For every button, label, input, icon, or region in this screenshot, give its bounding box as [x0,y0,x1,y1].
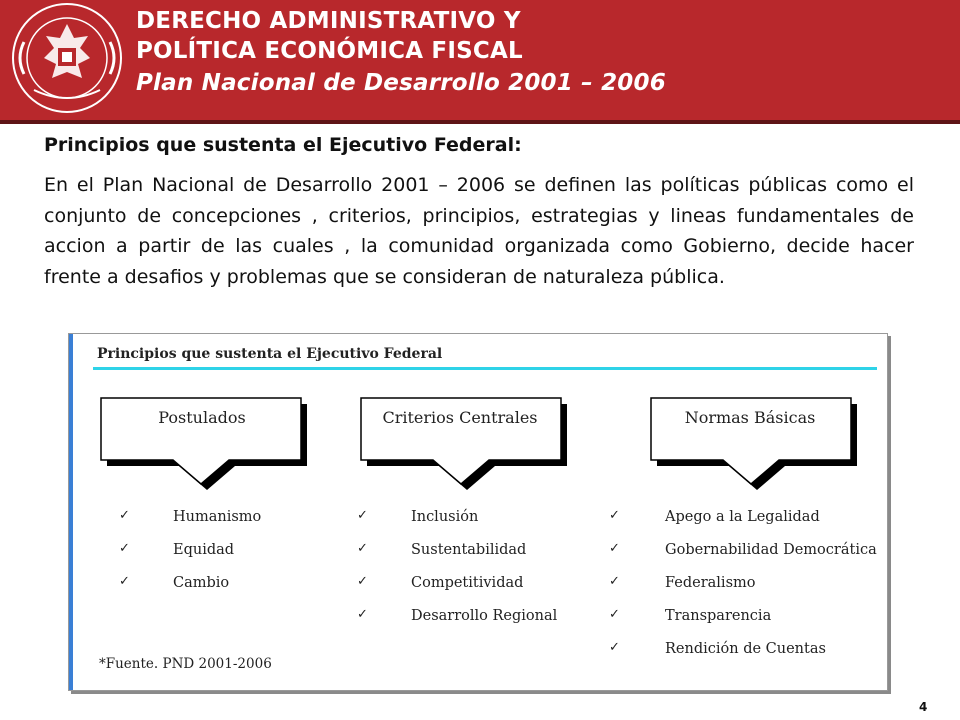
list-item: Rendición de Cuentas [665,641,826,657]
check-icon: ✓ [119,541,130,556]
check-icon: ✓ [119,508,130,523]
section-heading: Principios que sustenta el Ejecutivo Federal: [44,134,522,156]
check-icon: ✓ [609,607,620,622]
header-title-line-2: POLÍTICA ECONÓMICA FISCAL [136,38,523,64]
check-icon: ✓ [357,574,368,589]
body-paragraph: En el Plan Nacional de Desarrollo 2001 – 2006 se definen las políticas públicas como el conjunto de concepciones , criterios, principios, estrategias y lineas fundamentales de accion a partir de las cuales , la comunidad organizada como Gobierno, decide hacer frente a desafios y problemas que se consideran de naturaleza pública. [44,174,914,288]
figure-title: Principios que sustenta el Ejecutivo Federal [97,346,443,362]
university-seal-icon [4,2,130,114]
list-item: Inclusión [411,509,479,525]
check-icon: ✓ [609,508,620,523]
header-subtitle: Plan Nacional de Desarrollo 2001 – 2006 [136,70,666,96]
column-title-postulados: Postulados [158,408,246,427]
list-item: Competitividad [411,575,524,591]
figure-source: *Fuente. PND 2001-2006 [99,656,272,672]
column-title-criterios: Criterios Centrales [382,408,538,427]
header-divider [0,120,960,124]
check-icon: ✓ [609,574,620,589]
check-icon: ✓ [357,508,368,523]
page-number: 4 [919,700,928,714]
list-item: Gobernabilidad Democrática [665,542,877,558]
check-icon: ✓ [357,607,368,622]
check-icon: ✓ [357,541,368,556]
list-item: Transparencia [665,608,772,624]
list-item: Sustentabilidad [411,542,527,558]
header-title-line-1: DERECHO ADMINISTRATIVO Y [136,8,521,34]
list-item: Desarrollo Regional [411,608,558,624]
check-icon: ✓ [609,541,620,556]
list-item: Apego a la Legalidad [665,509,820,525]
slide-header [0,0,960,120]
list-item: Humanismo [173,509,262,525]
column-title-normas: Normas Básicas [684,408,816,427]
check-icon: ✓ [119,574,130,589]
list-item: Equidad [173,542,235,558]
principles-figure [68,333,888,691]
check-icon: ✓ [609,640,620,655]
list-item: Federalismo [665,575,756,591]
list-item: Cambio [173,575,230,591]
